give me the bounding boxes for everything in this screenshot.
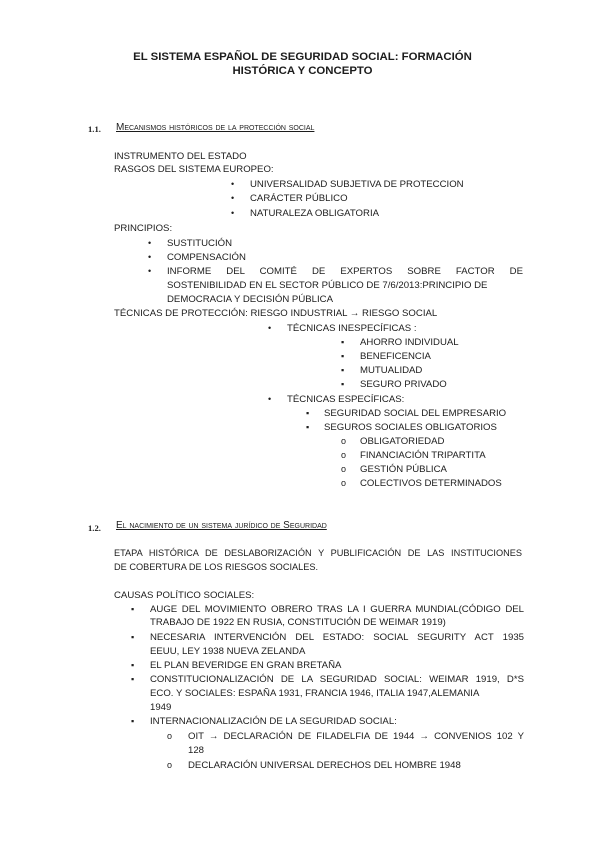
square-bullet-icon: ▪ (306, 422, 310, 432)
dot-bullet-icon: • (148, 252, 152, 262)
intern-sub-line: OIT → DECLARACIÓN DE FILADELFIA DE 1944 → CONVENIOS 102 Y (188, 731, 524, 742)
dot-bullet-icon: • (268, 323, 272, 333)
tecnicas-especificas-label: TÉCNICAS ESPECÍFICAS: (287, 394, 405, 405)
document-title (0, 50, 605, 78)
causas-item-line: AUGE DEL MOVIMIENTO OBRERO TRAS LA I GUERRA MUNDIAL(CÓDIGO DEL (150, 604, 524, 615)
section-1-number: 1.1. (88, 124, 101, 134)
rasgos-label: RASGOS DEL SISTEMA EUROPEO: (114, 164, 274, 175)
causas-item-line: ECO. Y SOCIALES: ESPAÑA 1931, FRANCIA 1946, ITALIA 1947,ALEMANIA (150, 688, 480, 699)
document-title-line-1: EL SISTEMA ESPAÑOL DE SEGURIDAD SOCIAL: FORMACIÓN (133, 51, 472, 63)
circle-bullet-icon: o (341, 450, 347, 460)
dot-bullet-icon: • (231, 208, 235, 218)
causas-label: CAUSAS POLÍTICO SOCIALES: (114, 590, 255, 601)
dot-bullet-icon: • (148, 266, 152, 276)
causas-item-line: NECESARIA INTERVENCIÓN DEL ESTADO: SOCIAL SEGURITY ACT 1935 (150, 632, 524, 643)
square-bullet-icon: ▪ (306, 408, 310, 418)
square-bullet-icon: ▪ (341, 337, 345, 347)
intern-sub-line: DECLARACIÓN UNIVERSAL DERECHOS DEL HOMBRE 1948 (188, 760, 461, 771)
square-bullet-icon: ▪ (341, 351, 345, 361)
square-bullet-icon: ▪ (131, 674, 135, 684)
causas-item-line: EL PLAN BEVERIDGE EN GRAN BRETAÑA (150, 660, 342, 671)
square-bullet-icon: ▪ (131, 716, 135, 726)
rasgos-item: NATURALEZA OBLIGATORIA (250, 208, 380, 219)
seguros-sub-item: FINANCIACIÓN TRIPARTITA (360, 450, 486, 461)
square-bullet-icon: ▪ (131, 632, 135, 642)
principios-label: PRINCIPIOS: (114, 223, 173, 234)
instrumento-label: INSTRUMENTO DEL ESTADO (114, 151, 247, 162)
dot-bullet-icon: • (231, 193, 235, 203)
square-bullet-icon: ▪ (131, 660, 135, 670)
seguros-sub-item: COLECTIVOS DETERMINADOS (360, 478, 502, 489)
circle-bullet-icon: o (167, 731, 173, 741)
square-bullet-icon: ▪ (341, 379, 345, 389)
causas-item-line: 1949 (150, 702, 172, 713)
especificas-item: SEGURIDAD SOCIAL DEL EMPRESARIO (324, 408, 507, 419)
causas-item-line: INTERNACIONALIZACIÓN DE LA SEGURIDAD SOCIAL: (150, 716, 397, 727)
causas-item-line: TRABAJO DE 1922 EN RUSIA, CONSTITUCIÓN DE WEIMAR 1919) (150, 617, 446, 628)
document-title-line-2: HISTÓRICA Y CONCEPTO (232, 65, 373, 77)
inespecificas-item: MUTUALIDAD (360, 365, 423, 376)
tecnicas-proteccion: TÉCNICAS DE PROTECCIÓN: RIESGO INDUSTRIAL → RIESGO SOCIAL (114, 308, 438, 319)
inespecificas-item: SEGURO PRIVADO (360, 379, 447, 390)
causas-item-line: EEUU, LEY 1938 NUEVA ZELANDA (150, 646, 306, 657)
inespecificas-item: BENEFICENCIA (360, 351, 431, 362)
circle-bullet-icon: o (167, 760, 173, 770)
seguros-sub-item: OBLIGATORIEDAD (360, 436, 445, 447)
square-bullet-icon: ▪ (131, 604, 135, 614)
etapa-line: ETAPA HISTÓRICA DE DESLABORIZACIÓN Y PUBLIFICACIÓN DE LAS INSTITUCIONES (114, 548, 522, 558)
section-2-number: 1.2. (88, 523, 101, 533)
dot-bullet-icon: • (148, 238, 152, 248)
seguros-sub-item: GESTIÓN PÚBLICA (360, 464, 447, 475)
dot-bullet-icon: • (268, 394, 272, 404)
circle-bullet-icon: o (341, 436, 347, 446)
etapa-line: DE COBERTURA DE LOS RIESGOS SOCIALES. (114, 562, 319, 572)
square-bullet-icon: ▪ (341, 365, 345, 375)
circle-bullet-icon: o (341, 464, 347, 474)
inespecificas-item: AHORRO INDIVIDUAL (360, 337, 459, 348)
informe-line: DEMOCRACIA Y DECISIÓN PÚBLICA (167, 294, 333, 305)
circle-bullet-icon: o (341, 478, 347, 488)
rasgos-item: CARÁCTER PÚBLICO (250, 193, 348, 204)
section-1-heading: Mecanismos históricos de la protección social (116, 122, 315, 133)
section-2-heading: El nacimiento de un sistema jurídico de Seguridad (116, 520, 327, 531)
informe-line: SOSTENIBILIDAD EN EL SECTOR PÚBLICO DE 7/6/2013:PRINCIPIO DE (167, 280, 488, 291)
dot-bullet-icon: • (231, 179, 235, 189)
causas-item-line: CONSTITUCIONALIZACIÓN DE LA SEGURIDAD SOCIAL: WEIMAR 1919, D*S (150, 674, 524, 685)
intern-sub-line: 128 (188, 745, 205, 756)
principios-item: COMPENSACIÓN (167, 252, 246, 263)
especificas-item: SEGUROS SOCIALES OBLIGATORIOS (324, 422, 497, 433)
rasgos-item: UNIVERSALIDAD SUBJETIVA DE PROTECCION (250, 179, 464, 190)
principios-item: SUSTITUCIÓN (167, 238, 233, 249)
tecnicas-inespecificas-label: TÉCNICAS INESPECÍFICAS : (287, 323, 417, 334)
informe-line: INFORME DEL COMITÉ DE EXPERTOS SOBRE FACTOR DE (167, 266, 523, 277)
